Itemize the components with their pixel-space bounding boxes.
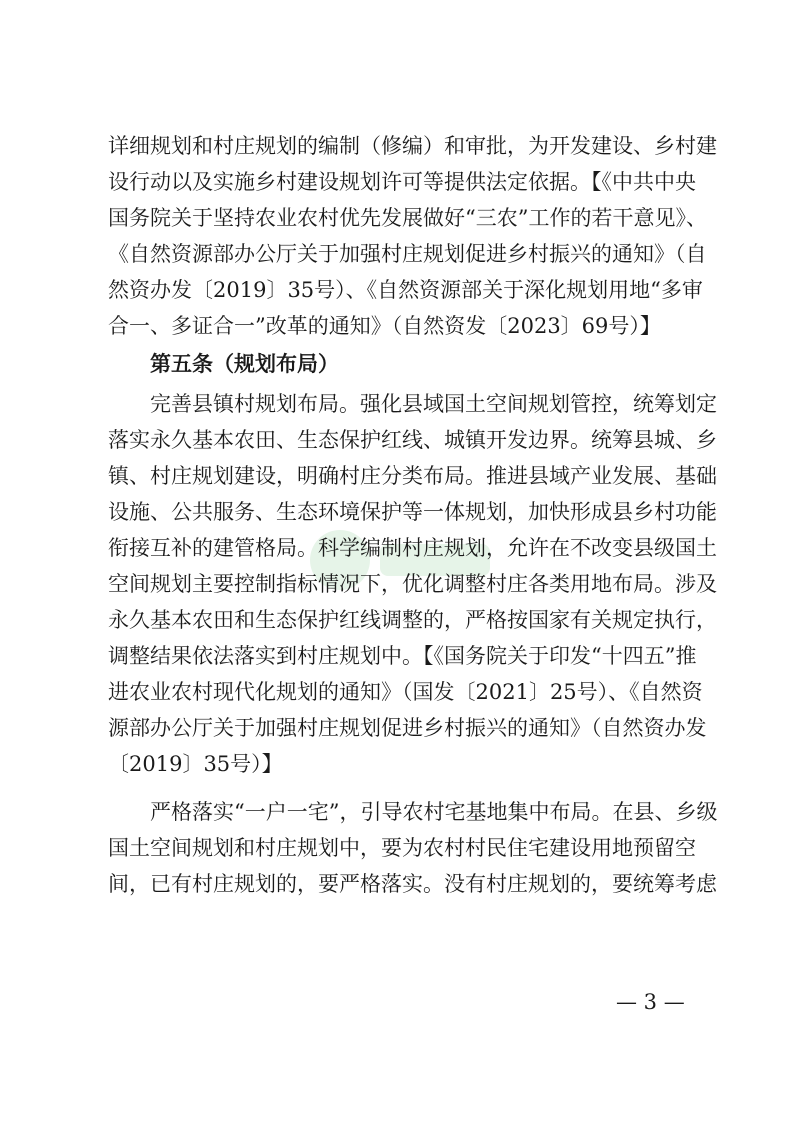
body-line: 设施、公共服务、生态环境保护等一体规划，加快形成县乡村功能 — [108, 500, 717, 524]
body-line: 空间规划主要控制指标情况下，优化调整村庄各类用地布局。涉及 — [108, 572, 717, 596]
body-line: 然资办发〔2019〕35号）、《自然资源部关于深化规划用地“多审 — [108, 278, 703, 302]
body-line: 合一、多证合一”改革的通知》（自然资发〔2023〕69号）】 — [108, 314, 661, 338]
section-heading: 第五条（规划布局） — [150, 352, 339, 376]
body-line: 国务院关于坚持农业农村优先发展做好“三农”工作的若干意见》、 — [108, 206, 707, 230]
body-line: 〔2019〕35号）】 — [108, 752, 283, 776]
body-line: 国土空间规划和村庄规划中，要为农村村民住宅建设用地预留空 — [108, 836, 696, 860]
body-line: 间，已有村庄规划的，要严格落实。没有村庄规划的，要统筹考虑 — [108, 872, 717, 896]
body-line: 落实永久基本农田、生态保护红线、城镇开发边界。统筹县城、乡 — [108, 428, 717, 452]
body-line: 源部办公厅关于加强村庄规划促进乡村振兴的通知》（自然资办发 — [108, 716, 707, 740]
body-line: 调整结果依法落实到村庄规划中。【《国务院关于印发“十四五”推 — [108, 644, 697, 668]
body-line: 完善县镇村规划布局。强化县域国土空间规划管控，统筹划定 — [150, 392, 717, 416]
page-number: — 3 — — [616, 990, 685, 1014]
body-line: 《自然资源部办公厅关于加强村庄规划促进乡村振兴的通知》（自 — [108, 242, 707, 266]
body-line: 永久基本农田和生态保护红线调整的，严格按国家有关规定执行， — [108, 608, 717, 632]
body-line: 设行动以及实施乡村建设规划许可等提供法定依据。【《中共中央 — [108, 170, 696, 194]
body-line: 进农业农村现代化规划的通知》（国发〔2021〕25号）、《自然资 — [108, 680, 703, 704]
body-line: 镇、村庄规划建设，明确村庄分类布局。推进县域产业发展、基础 — [108, 464, 717, 488]
body-line: 严格落实“一户一宅”，引导农村宅基地集中布局。在县、乡级 — [150, 800, 718, 824]
body-line: 详细规划和村庄规划的编制（修编）和审批，为开发建设、乡村建 — [108, 134, 717, 158]
body-line: 衔接互补的建管格局。科学编制村庄规划，允许在不改变县级国土 — [108, 536, 717, 560]
